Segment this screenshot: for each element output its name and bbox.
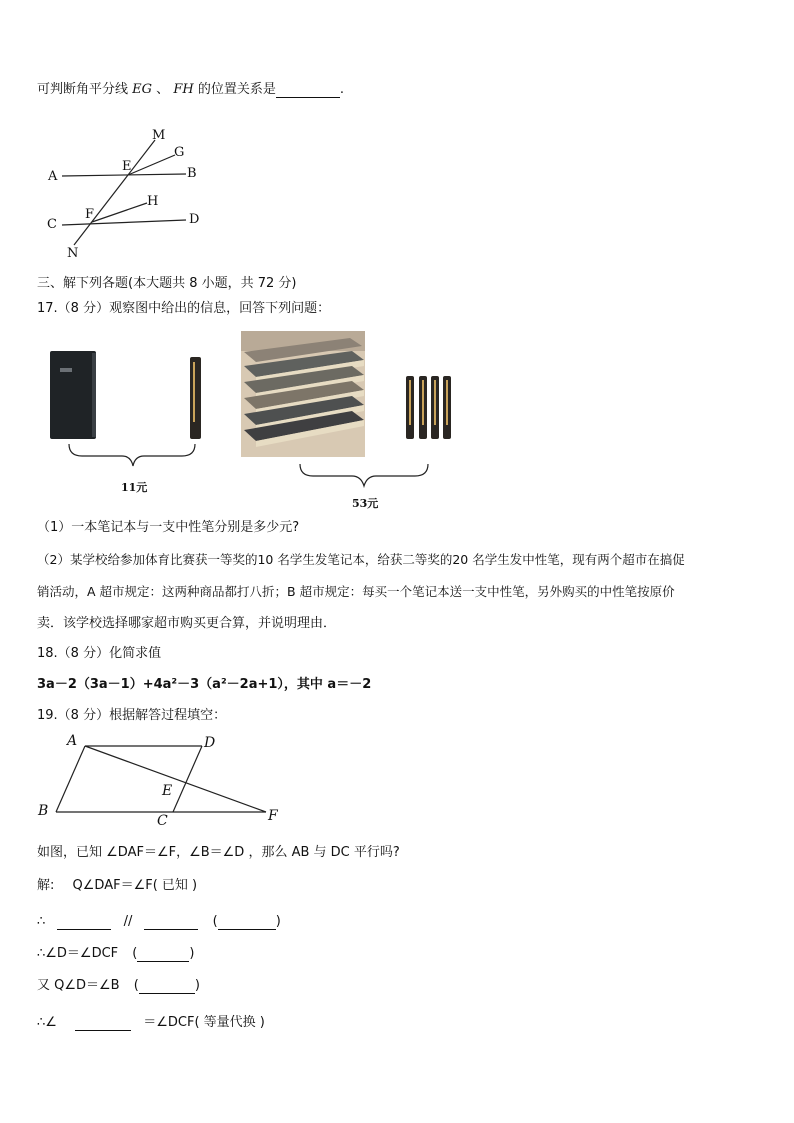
label-c: C [47,217,57,232]
q19-blank-4[interactable] [137,949,189,962]
q16-fh: FH [173,82,194,97]
q18-intro: 18.（8 分）化简求值 [37,646,162,661]
q19-step3-line [37,946,194,962]
q19-paren-open-2: ( [132,946,138,961]
q19-paren-open-3: ( [133,978,139,993]
q19-step1-line [37,878,197,894]
q19-blank-2[interactable] [144,917,198,930]
price-left-label: 11元 [121,481,148,494]
label-a: A [48,169,58,184]
segment-dc [173,746,202,812]
label-g: G [174,145,185,160]
label-f: F [85,207,95,222]
q19-blank-5[interactable] [139,981,195,994]
q16-text-before: 可判断角平分线 [37,82,129,97]
q19-step2-line [37,914,281,930]
label-q19-b: B [38,803,49,819]
q19-parallel-sign: // [123,914,133,929]
label-h: H [147,194,159,209]
q17-intro: 17.（8 分）观察图中给出的信息，回答下列问题： [37,301,331,316]
q19-paren-close-3: ) [194,978,200,993]
q19-intro: 19.（8 分）根据解答过程填空： [37,708,227,723]
q19-blank-6[interactable] [75,1018,131,1031]
price-right-label: 53元 [352,497,379,510]
q18-expression: 3a－2（3a－1）+4a²－3（a²－2a+1），其中 a＝－2 [37,677,372,692]
q16-sep: 、 [156,82,170,97]
label-d: D [189,212,200,227]
q19-therefore-angle: ∴∠ [37,1015,57,1030]
q19-question: 如图，已知 ∠DAF＝∠F，∠B＝∠D ，那么 AB 与 DC 平行吗? [37,845,400,860]
q16-period: . [339,82,344,97]
q19-step4-line [37,978,200,994]
q19-step4: 又 Q∠D＝∠B [37,978,120,993]
q17-part2-line1: （2）某学校给参加体育比赛获一等奖的10 名学生发笔记本，给获二等奖的20 名学生发中性笔，现有两个超市在搞促 [37,552,685,567]
label-q19-d: D [204,735,216,751]
label-q19-c: C [157,813,168,829]
q19-step5-line [37,1015,265,1031]
q19-solution-label: 解: [37,878,55,893]
q19-paren-close-2: ) [189,946,195,961]
label-e: E [122,159,132,174]
segment-ab [56,746,85,812]
q19-step1: Q∠DAF＝∠F( 已知 ) [72,878,198,893]
q17-part2-line2: 销活动，A 超市规定：这两种商品都打八折；B 超市规定：每买一个笔记本送一支中性笔，另外购买的中性笔按原价 [37,584,675,599]
q19-blank-3[interactable] [218,917,276,930]
label-m: M [152,128,166,143]
label-q19-e: E [162,783,173,799]
q19-therefore-1: ∴ [37,914,46,929]
q19-paren-open-1: ( [212,914,218,929]
label-b: B [187,166,197,181]
label-q19-a: A [67,733,78,749]
q17-part2-line3: 卖．该学校选择哪家超市购买更合算，并说明理由． [37,616,337,631]
q17-part1: （1）一本笔记本与一支中性笔分别是多少元? [37,520,300,535]
q19-blank-1[interactable] [57,917,111,930]
q19-step5: ＝∠DCF( 等量代换 ) [143,1015,265,1030]
q16-eg: EG [132,82,153,97]
q19-step3: ∴∠D＝∠DCF [37,946,119,961]
label-n: N [67,246,79,261]
segment-af [85,746,266,812]
section-3-heading: 三、解下列各题(本大题共 8 小题，共 72 分) [37,276,297,291]
q19-paren-close-1: ) [275,914,281,929]
label-q19-f: F [268,808,278,824]
q16-text-after: 的位置关系是 [197,82,276,97]
